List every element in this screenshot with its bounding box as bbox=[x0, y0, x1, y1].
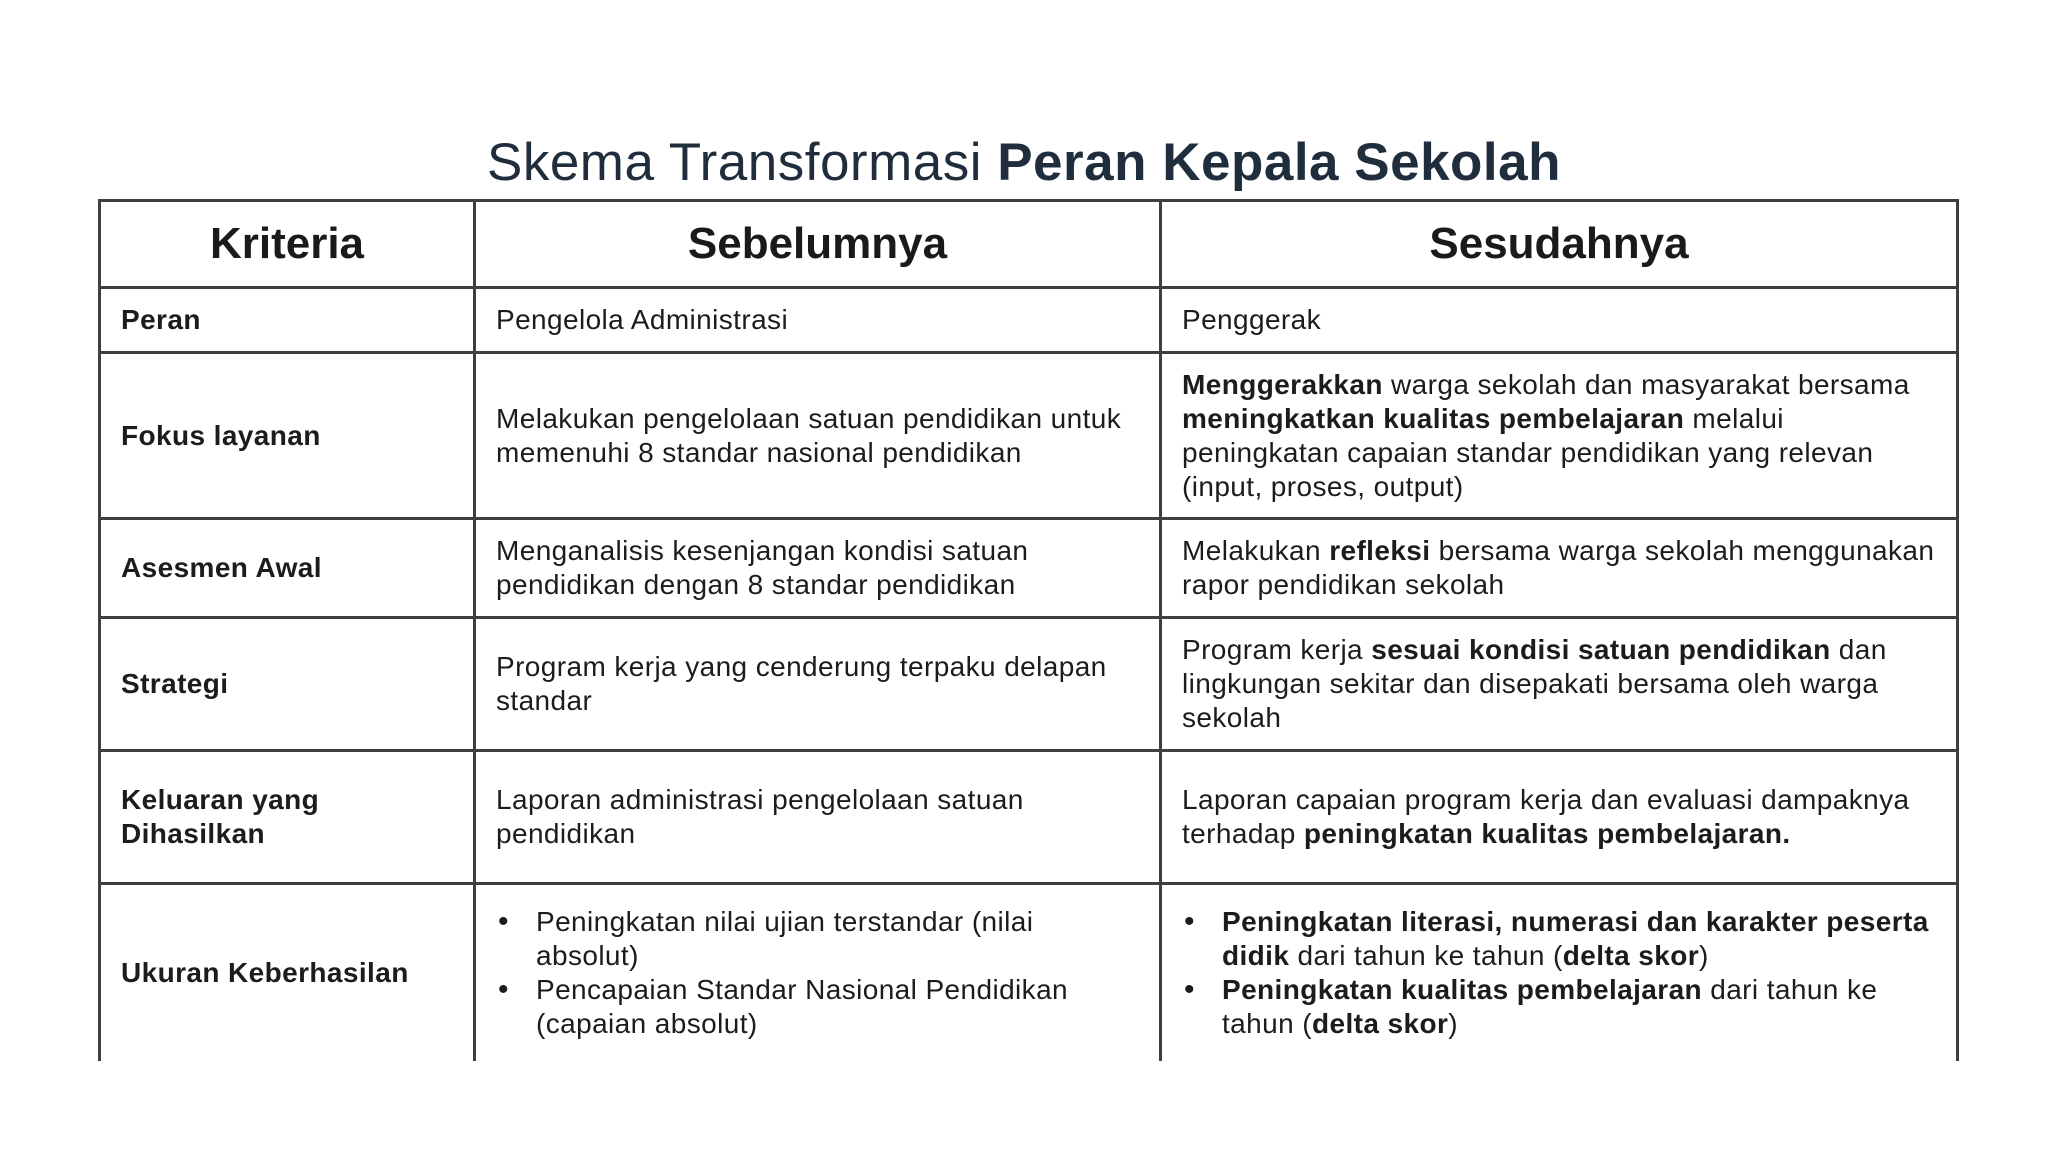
text-phrase: melalui peningkatan capaian standar pendidikan yang relevan (input, proses, output) bbox=[1182, 402, 1874, 502]
before-cell: Melakukan pengelolaan satuan pendidikan untuk memenuhi 8 standar nasional pendidikan bbox=[475, 353, 1161, 519]
list-item bbox=[1182, 905, 1938, 973]
table-row-ukuran-keberhasilan bbox=[100, 884, 1958, 1062]
text-phrase: Melakukan bbox=[1182, 535, 1330, 566]
after-cell bbox=[1161, 751, 1958, 884]
title-light: Skema Transformasi bbox=[486, 133, 998, 192]
after-cell bbox=[1161, 519, 1958, 618]
transformation-table bbox=[98, 199, 1959, 1061]
title-bold: Peran Kepala Sekolah bbox=[997, 133, 1562, 192]
criteria-cell: Asesmen Awal bbox=[100, 519, 475, 618]
page-title bbox=[0, 132, 2048, 193]
text-phrase: dari tahun ke tahun ( bbox=[1289, 940, 1563, 971]
list-item: • Peningkatan nilai ujian terstandar (nilai absolut) bbox=[496, 905, 1141, 973]
bold-phrase: meningkatkan kualitas pembelajaran bbox=[1182, 402, 1685, 434]
criteria-cell: Ukuran Keberhasilan bbox=[100, 884, 475, 1062]
criteria-cell: Peran bbox=[100, 288, 475, 353]
bold-phrase: Menggerakkan bbox=[1182, 368, 1383, 400]
bold-phrase: delta skor bbox=[1311, 1008, 1449, 1039]
bold-phrase: sesuai kondisi satuan pendidikan bbox=[1371, 634, 1831, 665]
table-row-fokus-layanan bbox=[100, 353, 1958, 519]
text-phrase: ) bbox=[1448, 1008, 1458, 1039]
table-row-keluaran bbox=[100, 751, 1958, 884]
header-before: Sebelumnya bbox=[475, 201, 1161, 288]
bullet-list bbox=[1182, 905, 1938, 1041]
bold-phrase: delta skor bbox=[1562, 940, 1700, 971]
list-item bbox=[1182, 973, 1938, 1041]
table-header-row bbox=[100, 201, 1958, 288]
criteria-cell: Keluaran yang Dihasilkan bbox=[100, 751, 475, 884]
before-cell bbox=[475, 884, 1161, 1062]
bold-phrase: peningkatan kualitas pembelajaran. bbox=[1303, 818, 1791, 849]
criteria-cell: Strategi bbox=[100, 618, 475, 751]
before-cell: Menganalisis kesenjangan kondisi satuan pendidikan dengan 8 standar pendidikan bbox=[475, 519, 1161, 618]
text-phrase: ) bbox=[1699, 940, 1709, 971]
text-phrase: dari tahun ke tahun ( bbox=[1222, 974, 1878, 1039]
text-phrase: Program kerja bbox=[1182, 634, 1372, 665]
table-row-asesmen-awal bbox=[100, 519, 1958, 618]
criteria-cell: Fokus layanan bbox=[100, 353, 475, 519]
header-after: Sesudahnya bbox=[1161, 201, 1958, 288]
text-phrase: warga sekolah dan masyarakat bersama bbox=[1382, 368, 1910, 400]
text-phrase: bersama warga sekolah menggunakan rapor pendidikan sekolah bbox=[1182, 535, 1935, 600]
table-row-peran bbox=[100, 288, 1958, 353]
bold-phrase: Peningkatan kualitas pembelajaran bbox=[1222, 974, 1703, 1005]
text-phrase: dan lingkungan sekitar dan disepakati bersama oleh warga sekolah bbox=[1182, 634, 1887, 733]
header-criteria: Kriteria bbox=[100, 201, 475, 288]
table-row-strategi bbox=[100, 618, 1958, 751]
after-cell: Penggerak bbox=[1161, 288, 1958, 353]
after-cell bbox=[1161, 618, 1958, 751]
before-cell: Program kerja yang cenderung terpaku delapan standar bbox=[475, 618, 1161, 751]
bullet-list bbox=[496, 905, 1141, 1041]
before-cell: Pengelola Administrasi bbox=[475, 288, 1161, 353]
text-phrase: Laporan capaian program kerja dan evaluasi dampaknya terhadap bbox=[1182, 784, 1910, 849]
bold-phrase: Peningkatan literasi, numerasi dan karakter peserta didik bbox=[1222, 906, 1929, 971]
bold-phrase: refleksi bbox=[1329, 535, 1431, 566]
after-cell bbox=[1161, 353, 1958, 519]
before-cell: Laporan administrasi pengelolaan satuan pendidikan bbox=[475, 751, 1161, 884]
list-item: • Pencapaian Standar Nasional Pendidikan (capaian absolut) bbox=[496, 973, 1141, 1041]
after-cell bbox=[1161, 884, 1958, 1062]
